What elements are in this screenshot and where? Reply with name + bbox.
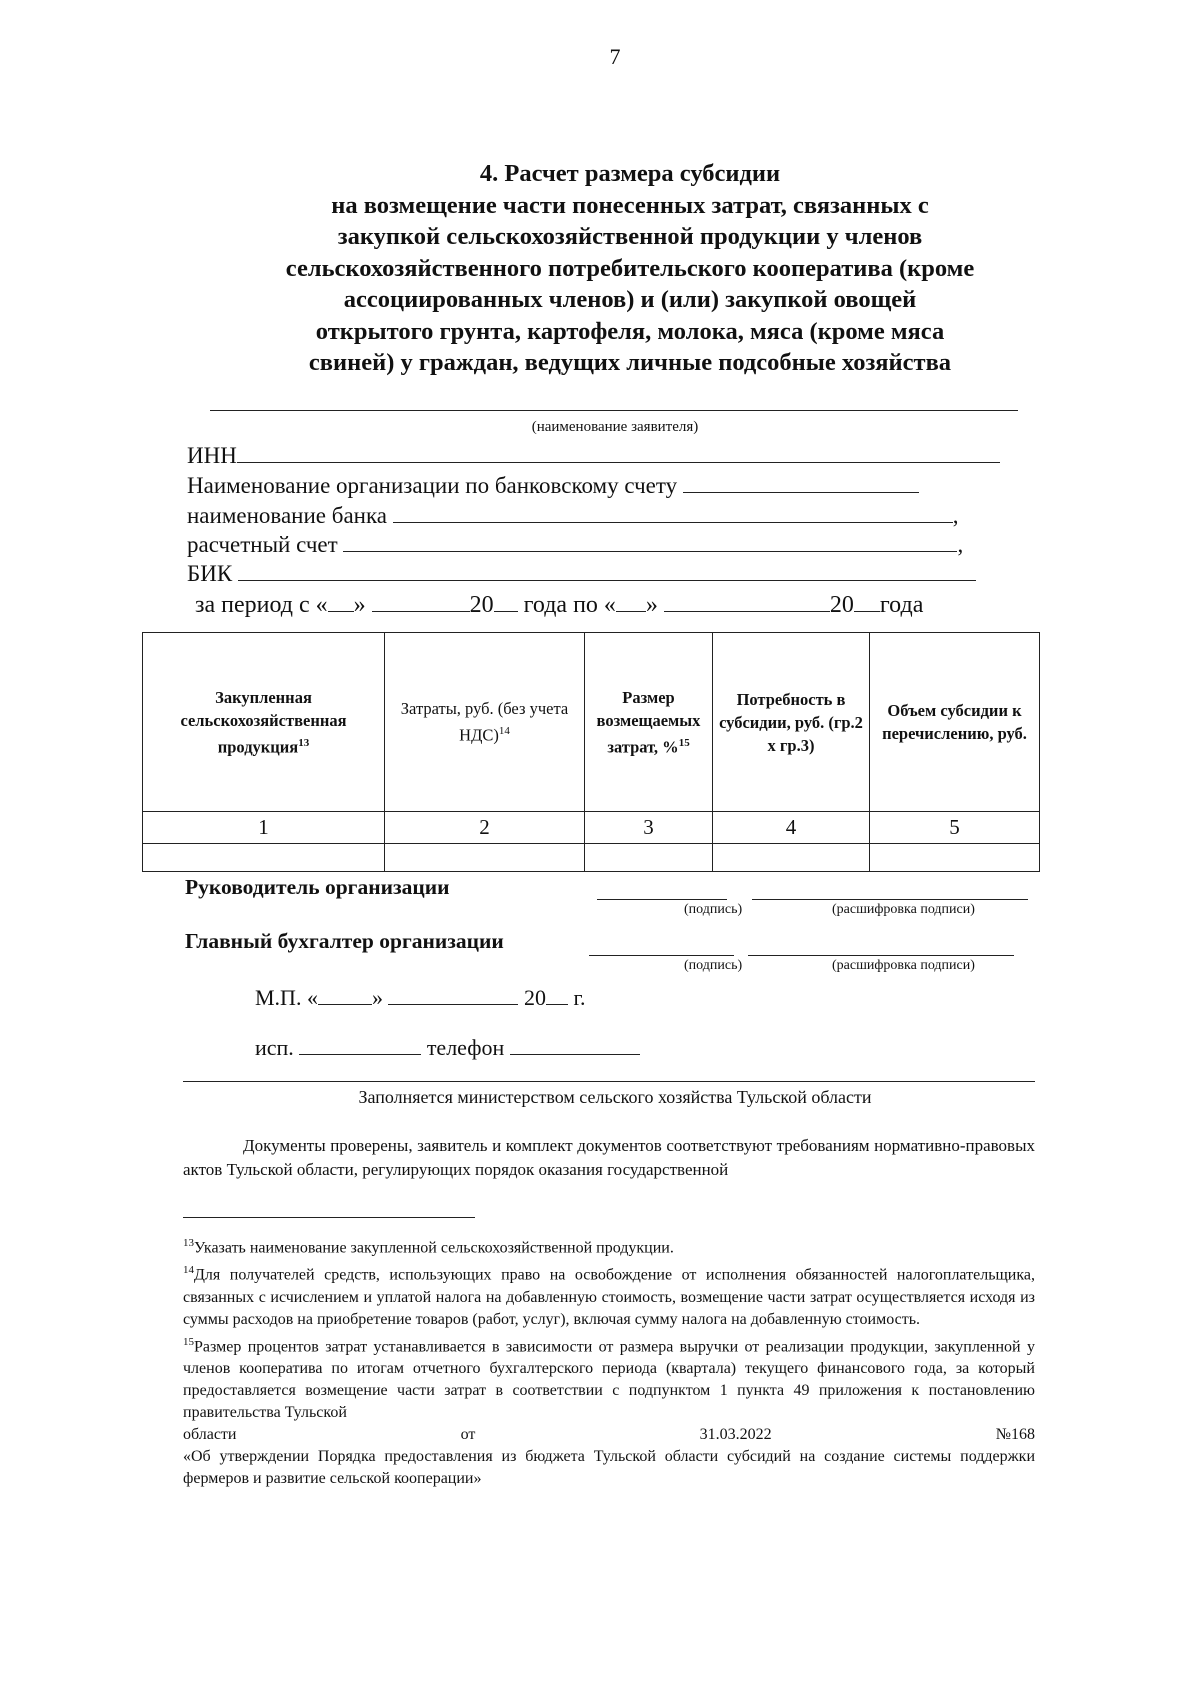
close-quote: » <box>645 592 658 618</box>
table-header-row <box>143 633 1040 812</box>
comma: , <box>952 503 959 528</box>
inn-input-line[interactable] <box>237 442 1000 463</box>
applicant-name-line[interactable] <box>210 410 1018 411</box>
header-cell: Затраты, руб. (без учета НДС)$^{14}$ <box>385 633 585 812</box>
close-quote: » <box>353 592 366 618</box>
inn-label: ИНН <box>187 443 237 468</box>
page-number: 7 <box>609 44 621 69</box>
bik-field <box>187 560 976 587</box>
mp-month-input[interactable] <box>388 984 518 1005</box>
org-name-bank-label: Наименование организации по банковскому счету <box>187 473 678 498</box>
account-input-line[interactable] <box>343 531 957 552</box>
header-cell: Объем субсидии к перечислению, руб. <box>870 633 1040 812</box>
footnote-14: $^{14}$Для получателей средств, использующих право на освобождение от исполнения обязанностей налогоплательщика, связанных с исчислением и уплатой налога на добавленную стоимость, возмещение части затрат осуществляется исходя из суммы расходов на приобретение товаров (работ, услуг), включая сумму налога на добавленную стоимость. <box>183 1264 1035 1328</box>
title-line: 4. Расчет размера субсидии <box>479 160 781 187</box>
period-from-label: за период с « <box>195 592 328 618</box>
mp-day-input[interactable] <box>318 984 372 1005</box>
accountant-label: Главный бухгалтер организации <box>185 929 504 953</box>
head-signature-line[interactable] <box>597 899 727 900</box>
table-row <box>143 844 1040 872</box>
header-cell: Потребность в субсидии, руб. (гр.2 х гр.3) <box>713 633 870 812</box>
footnote-13: $^{13}$Указать наименование закупленной сельскохозяйственной продукции. <box>183 1237 674 1257</box>
accountant-decipher-line[interactable] <box>748 955 1014 956</box>
bik-label: БИК <box>187 561 233 586</box>
year-word: года <box>879 592 924 618</box>
column-number: 2 <box>385 812 585 844</box>
verification-text: Документы проверены, заявитель и комплект документов соответствуют требованиям нормативно-правовых актов Тульской области, регулирующих порядок оказания государственной <box>183 1136 1035 1179</box>
phone-input-line[interactable] <box>510 1034 640 1055</box>
header-cell: Закупленная сельскохозяйственная продукция$^{13}$ <box>143 633 385 812</box>
column-number: 5 <box>870 812 1040 844</box>
phone-label: телефон <box>426 1035 505 1060</box>
title-line: сельскохозяйственного потребительского кооператива (кроме <box>285 254 975 282</box>
org-name-bank-input-line[interactable] <box>683 472 919 493</box>
bik-input-line[interactable] <box>238 560 976 581</box>
stamp-date-field <box>255 984 586 1011</box>
signature-caption: (подпись) <box>684 902 743 917</box>
decipher-caption: (расшифровка подписи) <box>832 902 975 917</box>
comma: , <box>957 532 964 557</box>
section-divider <box>183 1081 1035 1082</box>
footnote-15: $^{15}$Размер процентов затрат устанавливается в зависимости от размера выручки от реализации продукции, закупленной у членов кооператива по итогам отчетного бухгалтерского периода (квартала) текущего финансового года, за который предоставляется возмещение части затрат в соответствии с подпунктом 1 пункта 49 приложения к постановлению правительства Тульской <box>183 1335 1035 1421</box>
period-to-label: года по « <box>523 592 616 618</box>
column-number: 3 <box>585 812 713 844</box>
mp-suffix: г. <box>573 985 586 1010</box>
footnote-15-line: области от 31.03.2022 №168 <box>183 1425 1035 1443</box>
title-line: закупкой сельскохозяйственной продукции у членов <box>337 223 923 250</box>
table-cell[interactable] <box>713 844 870 872</box>
column-number: 1 <box>143 812 385 844</box>
title-line: ассоциированных членов) и (или) закупкой овощей <box>343 286 917 313</box>
title-line: свиней) у граждан, ведущих личные подсобные хозяйства <box>308 349 952 376</box>
head-label: Руководитель организации <box>185 875 450 899</box>
applicant-caption: (наименование заявителя) <box>531 419 699 435</box>
table-cell[interactable] <box>143 844 385 872</box>
inn-field <box>187 442 1000 469</box>
title-line: на возмещение части понесенных затрат, связанных с <box>331 191 929 219</box>
table-cell[interactable] <box>585 844 713 872</box>
executor-field <box>255 1034 640 1061</box>
table-number-row <box>143 812 1040 844</box>
bank-name-input-line[interactable] <box>393 502 953 523</box>
header-cell: Размер возмещаемых затрат, %$^{15}$ <box>585 633 713 812</box>
section-title <box>230 158 1030 379</box>
mp-year: 20 <box>523 985 546 1010</box>
bank-name-label: наименование банка <box>187 503 387 528</box>
year-prefix: 20 <box>469 592 494 618</box>
signature-caption: (подпись) <box>684 958 743 973</box>
close-quote: » <box>371 985 383 1010</box>
table-cell[interactable] <box>385 844 585 872</box>
column-number: 4 <box>713 812 870 844</box>
account-field <box>187 531 963 558</box>
period-from-month-input[interactable] <box>372 591 470 612</box>
executor-input-line[interactable] <box>299 1034 421 1055</box>
mp-label: М.П. « <box>255 985 318 1010</box>
period-from-day-input[interactable] <box>328 591 354 612</box>
title-line: открытого грунта, картофеля, молока, мяса (кроме мяса <box>315 317 945 345</box>
bank-name-field <box>187 502 959 529</box>
footnote-15-decree: «Об утверждении Порядка предоставления из бюджета Тульской области субсидий на создание системы поддержки фермеров и развитие сельской кооперации» <box>183 1447 1035 1487</box>
subsidy-calculation-table <box>142 632 1040 872</box>
accountant-signature-line[interactable] <box>589 955 734 956</box>
executor-label: исп. <box>255 1035 294 1060</box>
head-decipher-line[interactable] <box>752 899 1028 900</box>
mp-year-input[interactable] <box>546 984 568 1005</box>
period-to-month-input[interactable] <box>664 591 830 612</box>
org-name-bank-field <box>187 472 919 499</box>
account-label: расчетный счет <box>187 532 338 557</box>
year-prefix: 20 <box>829 592 854 618</box>
footnotes <box>183 1232 1035 1490</box>
period-from-year-input[interactable] <box>494 591 518 612</box>
period-to-year-input[interactable] <box>854 591 880 612</box>
period-field <box>195 591 923 619</box>
decipher-caption: (расшифровка подписи) <box>832 958 975 973</box>
table-cell[interactable] <box>870 844 1040 872</box>
period-to-day-input[interactable] <box>616 591 646 612</box>
footnote-separator <box>183 1217 475 1218</box>
ministry-note: Заполняется министерством сельского хозяйства Тульской области <box>358 1087 872 1107</box>
